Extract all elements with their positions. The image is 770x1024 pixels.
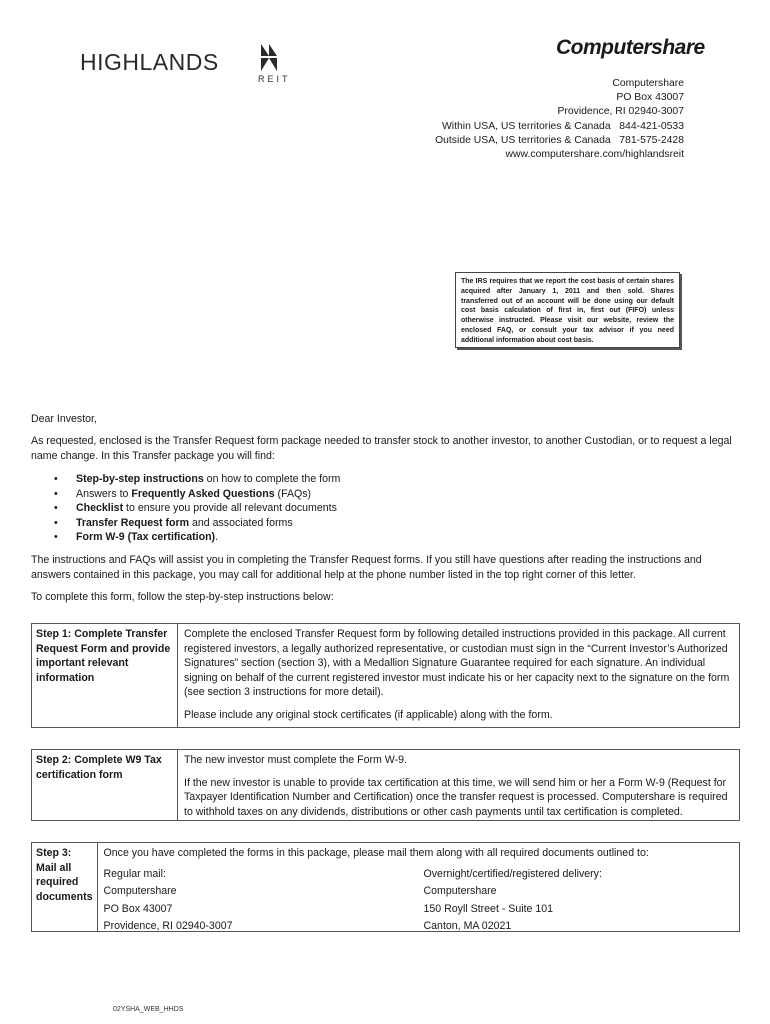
contact-line: Outside USA, US territories & Canada 781-575-2428 bbox=[435, 134, 684, 146]
step-1-content bbox=[178, 624, 739, 727]
step-1-label: Step 1: Complete Transfer Request Form and provide important relevant information bbox=[32, 624, 178, 727]
highlands-logo-word: HIGHLANDS bbox=[80, 49, 219, 75]
list-item: • Checklist to ensure you provide all relevant documents bbox=[54, 501, 340, 516]
irs-cost-basis-notice: The IRS requires that we report the cost basis of certain shares acquired after January 1, 2011 and then sold. Shares transferred out of an account will be done using our default cost basis calculation of first in, first out (FIFO) unless otherwise instructed. Please visit our website, review the enclosed FAQ, or consult your tax advisor if you need additional information about cost basis. bbox=[455, 272, 680, 348]
address-line: Canton, MA 02021 bbox=[423, 920, 512, 932]
step-2-text: The new investor must complete the Form W-9. bbox=[184, 754, 407, 766]
regular-mail-address bbox=[104, 867, 424, 937]
mailing-addresses bbox=[104, 867, 744, 937]
contact-line: Within USA, US territories & Canada 844-421-0533 bbox=[442, 120, 684, 132]
form-code: 02YSHA_WEB_HHDS bbox=[113, 1006, 184, 1013]
greeting: Dear Investor, bbox=[31, 413, 97, 425]
assistance-paragraph: The instructions and FAQs will assist you in completing the Transfer Request forms. If you still have questions after reading the instructions and answers contained in this package, you may call for additional help at the phone number listed in the top right corner of this letter. bbox=[31, 554, 702, 581]
package-contents-list bbox=[54, 472, 340, 545]
step-3-box bbox=[31, 842, 740, 932]
list-item: • Answers to Frequently Asked Questions (FAQs) bbox=[54, 487, 340, 502]
step-3-text: Once you have completed the forms in this package, please mail them along with all required documents outlined to: bbox=[103, 847, 649, 859]
step-1-text: Complete the enclosed Transfer Request form by following detailed instructions provided in this package. All current registered investors, a legally authorized representative, or custodian must sign in the “Current Investor’s Authorized Signatures” section (section 3), with a Medallion Signature Guarantee required for each signature. An individual signing on behalf of the current registered investor must indicate his or her capacity next to the signature on the form (see section 3 instructions for more detail). bbox=[184, 628, 730, 698]
address-line: PO Box 43007 bbox=[103, 902, 173, 915]
list-item: • Transfer Request form and associated forms bbox=[54, 516, 340, 531]
highlands-mountain-icon bbox=[258, 44, 280, 72]
list-item: • Step-by-step instructions on how to complete the form bbox=[54, 472, 340, 487]
contact-line: PO Box 43007 bbox=[616, 92, 684, 104]
step-2-note: If the new investor is unable to provide tax certification at this time, we will send him or her a Form W-9 (Request for Taxpayer Identification Number and Certification) once the transfer request is processed. Computershare is required to withhold taxes on any dividends, distributions or other cash payments until tax certification is completed. bbox=[184, 776, 728, 818]
contact-website-link[interactable]: www.computershare.com/highlandsreit bbox=[505, 149, 684, 161]
step-2-box bbox=[31, 749, 740, 821]
computershare-logo: Computershare bbox=[556, 36, 705, 59]
instructions-lead: To complete this form, follow the step-by-step instructions below: bbox=[31, 591, 334, 603]
contact-line: Computershare bbox=[612, 78, 684, 89]
step-1-box bbox=[31, 623, 740, 728]
address-line: Providence, RI 02940-3007 bbox=[103, 920, 233, 932]
step-3-label: Step 3: Mail all required documents bbox=[32, 843, 98, 931]
contact-line: Providence, RI 02940-3007 bbox=[557, 106, 684, 118]
address-line: Computershare bbox=[423, 885, 497, 897]
address-line: Regular mail: bbox=[103, 867, 166, 880]
address-line: Overnight/certified/registered delivery: bbox=[423, 867, 602, 880]
highlands-logo-sub: REIT bbox=[258, 74, 291, 84]
intro-paragraph: As requested, enclosed is the Transfer Request form package needed to transfer stock to another investor, to another Custodian, or to request a legal name change. In this Transfer package you will find: bbox=[31, 435, 732, 462]
step-3-content bbox=[98, 843, 750, 931]
step-1-note: Please include any original stock certificates (if applicable) along with the form. bbox=[184, 708, 553, 721]
step-2-content bbox=[178, 750, 739, 820]
highlands-reit-logo bbox=[80, 42, 290, 87]
overnight-delivery-address bbox=[424, 867, 744, 937]
contact-block bbox=[435, 77, 684, 162]
address-line: 150 Royll Street - Suite 101 bbox=[423, 902, 554, 915]
address-line: Computershare bbox=[103, 885, 177, 897]
step-2-label: Step 2: Complete W9 Tax certification form bbox=[32, 750, 178, 820]
list-item: • Form W-9 (Tax certification). bbox=[54, 530, 340, 545]
